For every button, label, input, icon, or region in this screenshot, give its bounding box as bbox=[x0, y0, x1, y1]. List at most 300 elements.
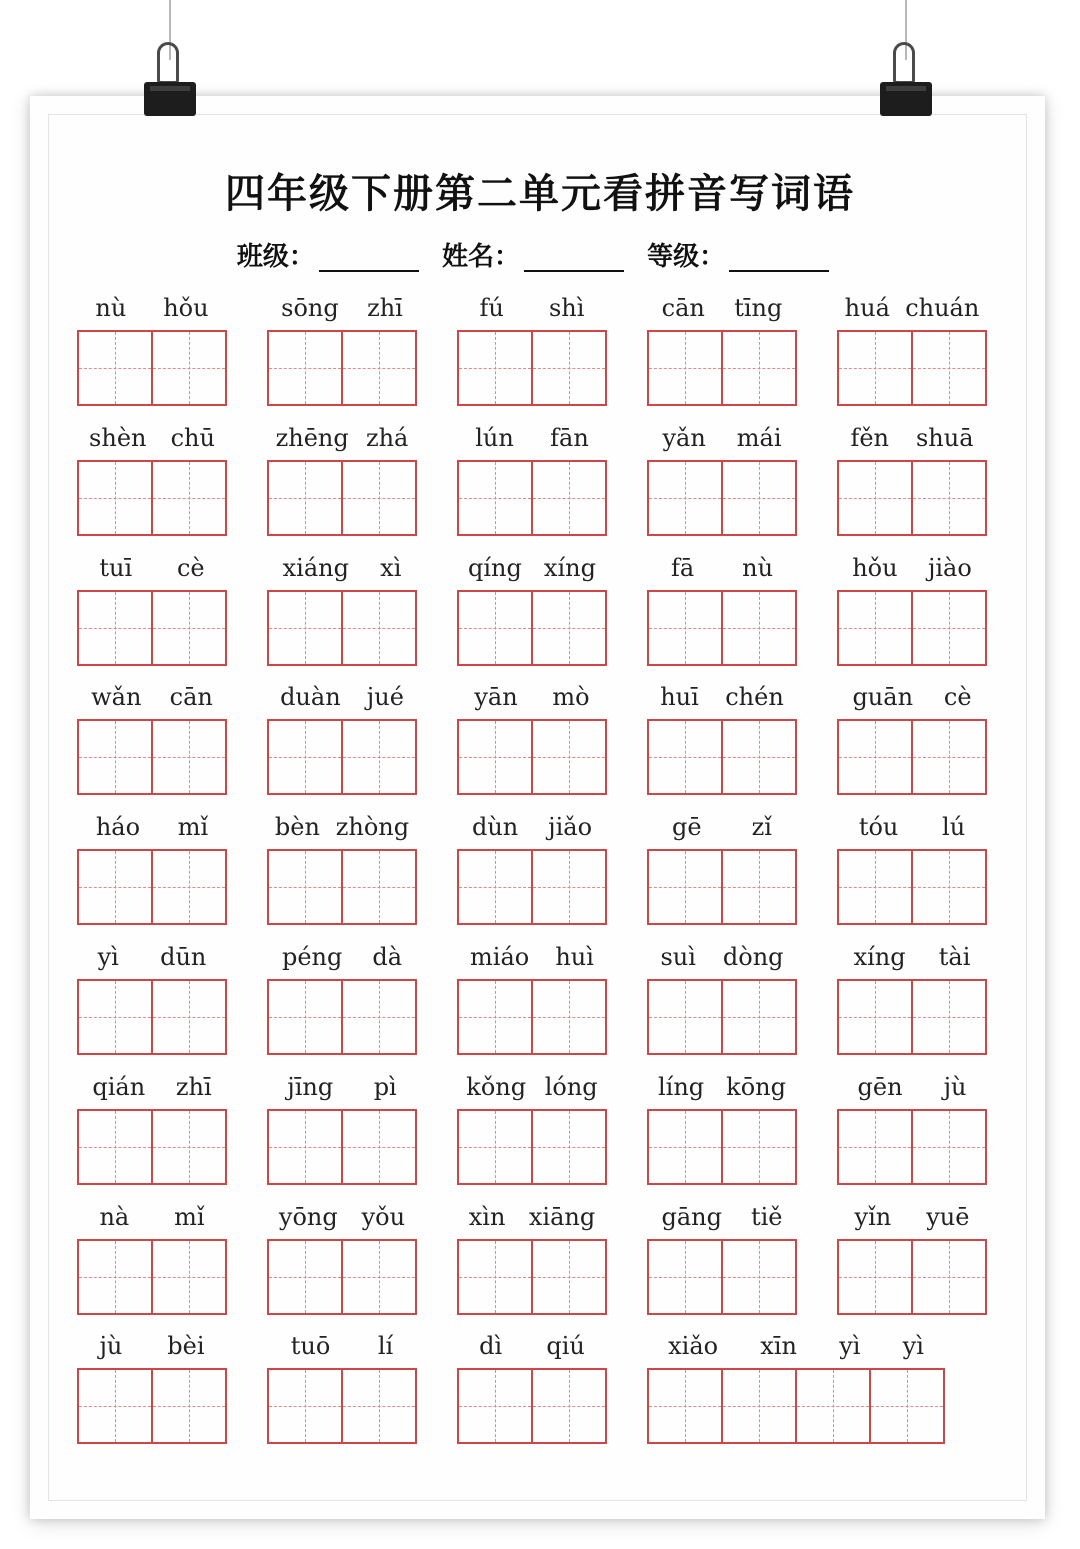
tianzige-box[interactable] bbox=[721, 590, 797, 666]
tianzige-box[interactable] bbox=[911, 590, 987, 666]
tianzige-box[interactable] bbox=[647, 330, 723, 406]
writing-boxes bbox=[267, 849, 417, 925]
word-item bbox=[457, 292, 607, 408]
pinyin-syllable: fú bbox=[479, 294, 504, 322]
word-item bbox=[647, 1330, 945, 1446]
pinyin-syllable: huì bbox=[555, 943, 594, 971]
pinyin-line bbox=[77, 422, 227, 454]
pinyin-syllable: yuē bbox=[926, 1202, 970, 1231]
pinyin-syllable: gāng bbox=[661, 1202, 722, 1231]
writing-boxes bbox=[77, 330, 227, 406]
pinyin-syllable: bèi bbox=[167, 1332, 205, 1361]
tianzige-box[interactable] bbox=[837, 719, 913, 795]
pinyin-syllable: zhá bbox=[365, 423, 409, 452]
pinyin-syllable: qiú bbox=[546, 1332, 585, 1361]
word-item bbox=[267, 1071, 417, 1187]
tianzige-box[interactable] bbox=[341, 460, 417, 536]
pinyin-syllable: dūn bbox=[160, 943, 207, 971]
tianzige-box[interactable] bbox=[267, 1109, 343, 1185]
word-item bbox=[267, 941, 417, 1057]
pinyin-syllable: miáo bbox=[470, 943, 530, 971]
writing-boxes bbox=[647, 979, 797, 1055]
grade-label: 等级： bbox=[647, 242, 726, 272]
class-label: 班级： bbox=[236, 242, 315, 272]
writing-boxes bbox=[77, 1368, 227, 1444]
word-item bbox=[77, 422, 227, 538]
pinyin-line bbox=[837, 681, 987, 713]
tianzige-box[interactable] bbox=[267, 719, 343, 795]
tianzige-box[interactable] bbox=[647, 979, 723, 1055]
writing-boxes bbox=[77, 460, 227, 536]
word-item bbox=[647, 422, 797, 538]
word-item bbox=[837, 292, 987, 408]
pinyin-syllable: guān bbox=[852, 683, 914, 712]
pinyin-syllable: kǒng bbox=[466, 1072, 527, 1101]
pinyin-line bbox=[457, 1330, 607, 1362]
word-item bbox=[647, 292, 797, 408]
pinyin-line bbox=[837, 941, 987, 973]
word-item bbox=[647, 552, 797, 668]
tianzige-box[interactable] bbox=[77, 1368, 153, 1444]
pinyin-line bbox=[77, 811, 227, 843]
pinyin-line bbox=[267, 292, 417, 324]
pinyin-syllable: dòng bbox=[722, 943, 784, 971]
word-item bbox=[457, 552, 607, 668]
pinyin-syllable: yì bbox=[839, 1332, 861, 1361]
pinyin-syllable: péng bbox=[281, 943, 343, 971]
pinyin-syllable: wǎn bbox=[91, 683, 142, 712]
pinyin-syllable: suì bbox=[660, 943, 696, 971]
tianzige-box[interactable] bbox=[457, 849, 533, 925]
tianzige-box[interactable] bbox=[531, 330, 607, 406]
writing-boxes bbox=[77, 590, 227, 666]
tianzige-box[interactable] bbox=[341, 330, 417, 406]
word-item bbox=[647, 1071, 797, 1187]
tianzige-box[interactable] bbox=[911, 719, 987, 795]
pinyin-syllable: yǐn bbox=[854, 1202, 892, 1231]
pinyin-line bbox=[457, 552, 607, 584]
pinyin-syllable: yōng bbox=[278, 1202, 338, 1231]
pinyin-line bbox=[267, 941, 417, 973]
tianzige-box[interactable] bbox=[267, 330, 343, 406]
pinyin-syllable: zhēng bbox=[275, 423, 349, 452]
word-item bbox=[267, 811, 417, 927]
writing-boxes bbox=[837, 590, 987, 666]
writing-boxes bbox=[77, 1239, 227, 1315]
word-item bbox=[647, 681, 797, 797]
pinyin-syllable: hǒu bbox=[163, 294, 209, 322]
word-item bbox=[77, 681, 227, 797]
pinyin-syllable: jīng bbox=[287, 1072, 334, 1101]
pinyin-syllable: yān bbox=[474, 683, 518, 712]
writing-boxes bbox=[457, 1239, 607, 1315]
writing-boxes bbox=[837, 719, 987, 795]
pinyin-line bbox=[647, 941, 797, 973]
pinyin-syllable: pì bbox=[373, 1072, 397, 1101]
pinyin-syllable: tīng bbox=[734, 294, 783, 322]
tianzige-box[interactable] bbox=[531, 979, 607, 1055]
pinyin-syllable: fān bbox=[550, 423, 589, 452]
pinyin-line bbox=[267, 1330, 417, 1362]
pinyin-syllable: jiǎo bbox=[548, 813, 593, 842]
writing-boxes bbox=[647, 849, 797, 925]
tianzige-box[interactable] bbox=[721, 849, 797, 925]
pinyin-syllable: yì bbox=[902, 1332, 924, 1361]
tianzige-box[interactable] bbox=[267, 460, 343, 536]
pinyin-line bbox=[267, 811, 417, 843]
tianzige-box[interactable] bbox=[795, 1368, 871, 1444]
writing-boxes bbox=[267, 1239, 417, 1315]
pinyin-syllable: fěn bbox=[850, 423, 890, 452]
tianzige-box[interactable] bbox=[531, 590, 607, 666]
class-blank[interactable] bbox=[319, 244, 419, 272]
tianzige-box[interactable] bbox=[457, 330, 533, 406]
tianzige-box[interactable] bbox=[341, 1239, 417, 1315]
student-info-line bbox=[0, 236, 1080, 273]
pinyin-syllable: tiě bbox=[750, 1202, 783, 1231]
tianzige-box[interactable] bbox=[151, 849, 227, 925]
tianzige-box[interactable] bbox=[721, 1239, 797, 1315]
pinyin-line bbox=[457, 1071, 607, 1103]
writing-boxes bbox=[837, 979, 987, 1055]
pinyin-syllable: qíng bbox=[468, 553, 522, 582]
pinyin-syllable: nù bbox=[742, 553, 774, 582]
tianzige-box[interactable] bbox=[837, 1239, 913, 1315]
tianzige-box[interactable] bbox=[151, 1368, 227, 1444]
pinyin-syllable: tuī bbox=[99, 553, 133, 582]
word-item bbox=[77, 941, 227, 1057]
word-item bbox=[837, 422, 987, 538]
pinyin-line bbox=[837, 552, 987, 584]
writing-boxes bbox=[267, 719, 417, 795]
binder-clip-right-icon bbox=[880, 42, 932, 116]
tianzige-box[interactable] bbox=[837, 979, 913, 1055]
pinyin-line bbox=[267, 552, 417, 584]
tianzige-box[interactable] bbox=[837, 1109, 913, 1185]
pinyin-syllable: chū bbox=[170, 423, 215, 452]
pinyin-syllable: yì bbox=[97, 943, 119, 971]
pinyin-syllable: duàn bbox=[280, 683, 341, 712]
writing-boxes bbox=[457, 1368, 607, 1444]
pinyin-line bbox=[837, 1201, 987, 1233]
pinyin-syllable: xiáng bbox=[282, 553, 349, 582]
tianzige-box[interactable] bbox=[77, 330, 153, 406]
tianzige-box[interactable] bbox=[77, 849, 153, 925]
tianzige-box[interactable] bbox=[531, 849, 607, 925]
writing-boxes bbox=[837, 330, 987, 406]
pinyin-syllable: jù bbox=[943, 1072, 967, 1101]
word-item bbox=[77, 1071, 227, 1187]
pinyin-syllable: huá bbox=[844, 294, 890, 322]
pinyin-syllable: xì bbox=[380, 553, 402, 582]
pinyin-syllable: yǎn bbox=[662, 423, 706, 452]
writing-boxes bbox=[837, 849, 987, 925]
word-item bbox=[457, 1201, 607, 1317]
pinyin-line bbox=[267, 1201, 417, 1233]
word-item bbox=[267, 552, 417, 668]
pinyin-line bbox=[77, 1330, 227, 1362]
tianzige-box[interactable] bbox=[911, 1109, 987, 1185]
pinyin-line bbox=[647, 292, 797, 324]
tianzige-box[interactable] bbox=[151, 330, 227, 406]
word-item bbox=[647, 941, 797, 1057]
tianzige-box[interactable] bbox=[531, 460, 607, 536]
pinyin-syllable: zhī bbox=[367, 294, 403, 322]
tianzige-box[interactable] bbox=[721, 460, 797, 536]
name-blank[interactable] bbox=[524, 244, 624, 272]
tianzige-box[interactable] bbox=[341, 719, 417, 795]
writing-boxes bbox=[267, 979, 417, 1055]
tianzige-box[interactable] bbox=[721, 719, 797, 795]
tianzige-box[interactable] bbox=[151, 1239, 227, 1315]
pinyin-line bbox=[77, 941, 227, 973]
tianzige-box[interactable] bbox=[647, 849, 723, 925]
tianzige-box[interactable] bbox=[721, 979, 797, 1055]
word-item bbox=[457, 1330, 607, 1446]
pinyin-syllable: qián bbox=[92, 1072, 146, 1101]
pinyin-syllable: xiāng bbox=[528, 1202, 596, 1231]
tianzige-box[interactable] bbox=[647, 719, 723, 795]
writing-boxes bbox=[457, 719, 607, 795]
tianzige-box[interactable] bbox=[531, 1239, 607, 1315]
pinyin-syllable: tóu bbox=[858, 813, 899, 842]
worksheet-title: 四年级下册第二单元看拼音写词语 bbox=[225, 170, 855, 217]
pinyin-line bbox=[647, 1330, 945, 1362]
tianzige-box[interactable] bbox=[457, 1109, 533, 1185]
tianzige-box[interactable] bbox=[267, 1368, 343, 1444]
writing-boxes bbox=[837, 1239, 987, 1315]
pinyin-syllable: zǐ bbox=[751, 813, 772, 842]
writing-boxes bbox=[77, 1109, 227, 1185]
tianzige-box[interactable] bbox=[341, 849, 417, 925]
tianzige-box[interactable] bbox=[869, 1368, 945, 1444]
pinyin-line bbox=[647, 1071, 797, 1103]
pinyin-line bbox=[647, 681, 797, 713]
pinyin-line bbox=[457, 811, 607, 843]
pinyin-syllable: mái bbox=[736, 423, 782, 452]
pinyin-syllable: lóng bbox=[544, 1072, 598, 1101]
word-item bbox=[267, 1330, 417, 1446]
pinyin-line bbox=[837, 292, 987, 324]
writing-boxes bbox=[457, 590, 607, 666]
tianzige-box[interactable] bbox=[457, 590, 533, 666]
pinyin-syllable: jù bbox=[99, 1332, 123, 1361]
writing-boxes bbox=[457, 979, 607, 1055]
pinyin-syllable: xíng bbox=[543, 553, 596, 582]
word-item bbox=[77, 811, 227, 927]
pinyin-line bbox=[837, 422, 987, 454]
tianzige-box[interactable] bbox=[151, 719, 227, 795]
writing-boxes bbox=[647, 590, 797, 666]
word-item bbox=[267, 681, 417, 797]
writing-boxes bbox=[647, 719, 797, 795]
pinyin-syllable: shèn bbox=[89, 423, 147, 452]
pinyin-syllable: gē bbox=[672, 813, 702, 842]
writing-boxes bbox=[457, 330, 607, 406]
word-item bbox=[457, 811, 607, 927]
tianzige-box[interactable] bbox=[647, 1109, 723, 1185]
tianzige-box[interactable] bbox=[531, 719, 607, 795]
pinyin-syllable: tài bbox=[938, 943, 971, 971]
tianzige-box[interactable] bbox=[721, 330, 797, 406]
tianzige-box[interactable] bbox=[911, 460, 987, 536]
pinyin-line bbox=[457, 292, 607, 324]
pinyin-syllable: lú bbox=[942, 813, 966, 842]
pinyin-line bbox=[267, 681, 417, 713]
pinyin-syllable: mǐ bbox=[177, 813, 209, 842]
pinyin-line bbox=[457, 681, 607, 713]
word-item bbox=[837, 681, 987, 797]
writing-boxes bbox=[457, 849, 607, 925]
writing-boxes bbox=[647, 1239, 797, 1315]
tianzige-box[interactable] bbox=[837, 590, 913, 666]
pinyin-line bbox=[647, 811, 797, 843]
pinyin-syllable: mò bbox=[552, 683, 590, 712]
tianzige-box[interactable] bbox=[77, 1109, 153, 1185]
tianzige-box[interactable] bbox=[911, 330, 987, 406]
tianzige-box[interactable] bbox=[531, 1109, 607, 1185]
writing-boxes bbox=[647, 330, 797, 406]
writing-boxes bbox=[837, 460, 987, 536]
word-item bbox=[267, 292, 417, 408]
pinyin-syllable: jiào bbox=[927, 553, 972, 582]
tianzige-box[interactable] bbox=[837, 460, 913, 536]
writing-boxes bbox=[77, 719, 227, 795]
pinyin-line bbox=[457, 941, 607, 973]
tianzige-box[interactable] bbox=[77, 460, 153, 536]
word-item bbox=[647, 1201, 797, 1317]
pinyin-line bbox=[267, 422, 417, 454]
tianzige-box[interactable] bbox=[341, 1368, 417, 1444]
pinyin-syllable: líng bbox=[658, 1072, 705, 1101]
pinyin-syllable: cè bbox=[176, 553, 205, 582]
tianzige-box[interactable] bbox=[151, 460, 227, 536]
pinyin-line bbox=[457, 422, 607, 454]
grade-blank[interactable] bbox=[729, 244, 829, 272]
tianzige-box[interactable] bbox=[77, 1239, 153, 1315]
tianzige-box[interactable] bbox=[911, 849, 987, 925]
pinyin-syllable: lún bbox=[475, 423, 514, 452]
tianzige-box[interactable] bbox=[341, 979, 417, 1055]
writing-boxes bbox=[647, 460, 797, 536]
pinyin-syllable: dì bbox=[479, 1332, 503, 1361]
pinyin-syllable: cān bbox=[661, 294, 705, 322]
tianzige-box[interactable] bbox=[457, 1239, 533, 1315]
tianzige-box[interactable] bbox=[837, 849, 913, 925]
pinyin-line bbox=[77, 1071, 227, 1103]
tianzige-box[interactable] bbox=[647, 1239, 723, 1315]
pinyin-syllable: kōng bbox=[726, 1072, 786, 1101]
tianzige-box[interactable] bbox=[457, 460, 533, 536]
pinyin-line bbox=[77, 1201, 227, 1233]
tianzige-box[interactable] bbox=[911, 979, 987, 1055]
word-item bbox=[837, 1071, 987, 1187]
pinyin-syllable: gēn bbox=[857, 1072, 903, 1101]
pinyin-syllable: háo bbox=[95, 813, 141, 842]
pinyin-syllable: sōng bbox=[281, 294, 339, 322]
pinyin-syllable: cè bbox=[943, 683, 972, 712]
tianzige-box[interactable] bbox=[151, 1109, 227, 1185]
pinyin-line bbox=[77, 292, 227, 324]
pinyin-syllable: shuā bbox=[915, 423, 974, 452]
tianzige-box[interactable] bbox=[457, 719, 533, 795]
pinyin-line bbox=[267, 1071, 417, 1103]
tianzige-box[interactable] bbox=[341, 1109, 417, 1185]
pinyin-syllable: zhòng bbox=[335, 813, 410, 842]
tianzige-box[interactable] bbox=[267, 849, 343, 925]
pinyin-syllable: chuán bbox=[905, 294, 980, 322]
word-item bbox=[267, 1201, 417, 1317]
tianzige-box[interactable] bbox=[267, 979, 343, 1055]
writing-boxes bbox=[267, 590, 417, 666]
tianzige-box[interactable] bbox=[77, 719, 153, 795]
tianzige-box[interactable] bbox=[647, 590, 723, 666]
tianzige-box[interactable] bbox=[531, 1368, 607, 1444]
writing-boxes bbox=[267, 1109, 417, 1185]
tianzige-box[interactable] bbox=[341, 590, 417, 666]
pinyin-line bbox=[77, 681, 227, 713]
pinyin-syllable: dùn bbox=[471, 813, 519, 842]
tianzige-box[interactable] bbox=[721, 1368, 797, 1444]
writing-boxes bbox=[457, 460, 607, 536]
pinyin-syllable: nà bbox=[99, 1202, 130, 1231]
tianzige-box[interactable] bbox=[647, 1368, 723, 1444]
tianzige-box[interactable] bbox=[911, 1239, 987, 1315]
tianzige-box[interactable] bbox=[837, 330, 913, 406]
tianzige-box[interactable] bbox=[151, 590, 227, 666]
pinyin-syllable: mǐ bbox=[174, 1202, 205, 1231]
writing-boxes bbox=[267, 330, 417, 406]
pinyin-syllable: cān bbox=[169, 683, 213, 712]
pinyin-syllable: hǒu bbox=[852, 553, 898, 582]
tianzige-box[interactable] bbox=[77, 590, 153, 666]
word-item bbox=[457, 941, 607, 1057]
tianzige-box[interactable] bbox=[267, 590, 343, 666]
writing-boxes bbox=[267, 460, 417, 536]
tianzige-box[interactable] bbox=[721, 1109, 797, 1185]
writing-boxes bbox=[837, 1109, 987, 1185]
pinyin-line bbox=[837, 811, 987, 843]
tianzige-box[interactable] bbox=[151, 979, 227, 1055]
pinyin-line bbox=[77, 552, 227, 584]
tianzige-box[interactable] bbox=[77, 979, 153, 1055]
pinyin-syllable: yǒu bbox=[361, 1202, 406, 1231]
tianzige-box[interactable] bbox=[457, 1368, 533, 1444]
pinyin-syllable: jué bbox=[366, 683, 404, 712]
writing-boxes bbox=[647, 1368, 945, 1444]
word-item bbox=[77, 292, 227, 408]
pinyin-syllable: shì bbox=[548, 294, 585, 322]
name-label: 姓名： bbox=[441, 242, 520, 272]
pinyin-line bbox=[457, 1201, 607, 1233]
pinyin-syllable: nù bbox=[95, 294, 127, 322]
pinyin-syllable: huī bbox=[660, 683, 699, 712]
pinyin-syllable: lí bbox=[377, 1332, 394, 1361]
word-item bbox=[837, 941, 987, 1057]
tianzige-box[interactable] bbox=[647, 460, 723, 536]
tianzige-box[interactable] bbox=[457, 979, 533, 1055]
pinyin-syllable: tuō bbox=[290, 1332, 331, 1361]
word-item bbox=[77, 552, 227, 668]
writing-boxes bbox=[77, 849, 227, 925]
tianzige-box[interactable] bbox=[267, 1239, 343, 1315]
writing-boxes bbox=[457, 1109, 607, 1185]
pinyin-syllable: zhī bbox=[175, 1072, 212, 1101]
word-item bbox=[647, 811, 797, 927]
writing-boxes bbox=[647, 1109, 797, 1185]
pinyin-line bbox=[837, 1071, 987, 1103]
pinyin-syllable: chén bbox=[725, 683, 784, 712]
